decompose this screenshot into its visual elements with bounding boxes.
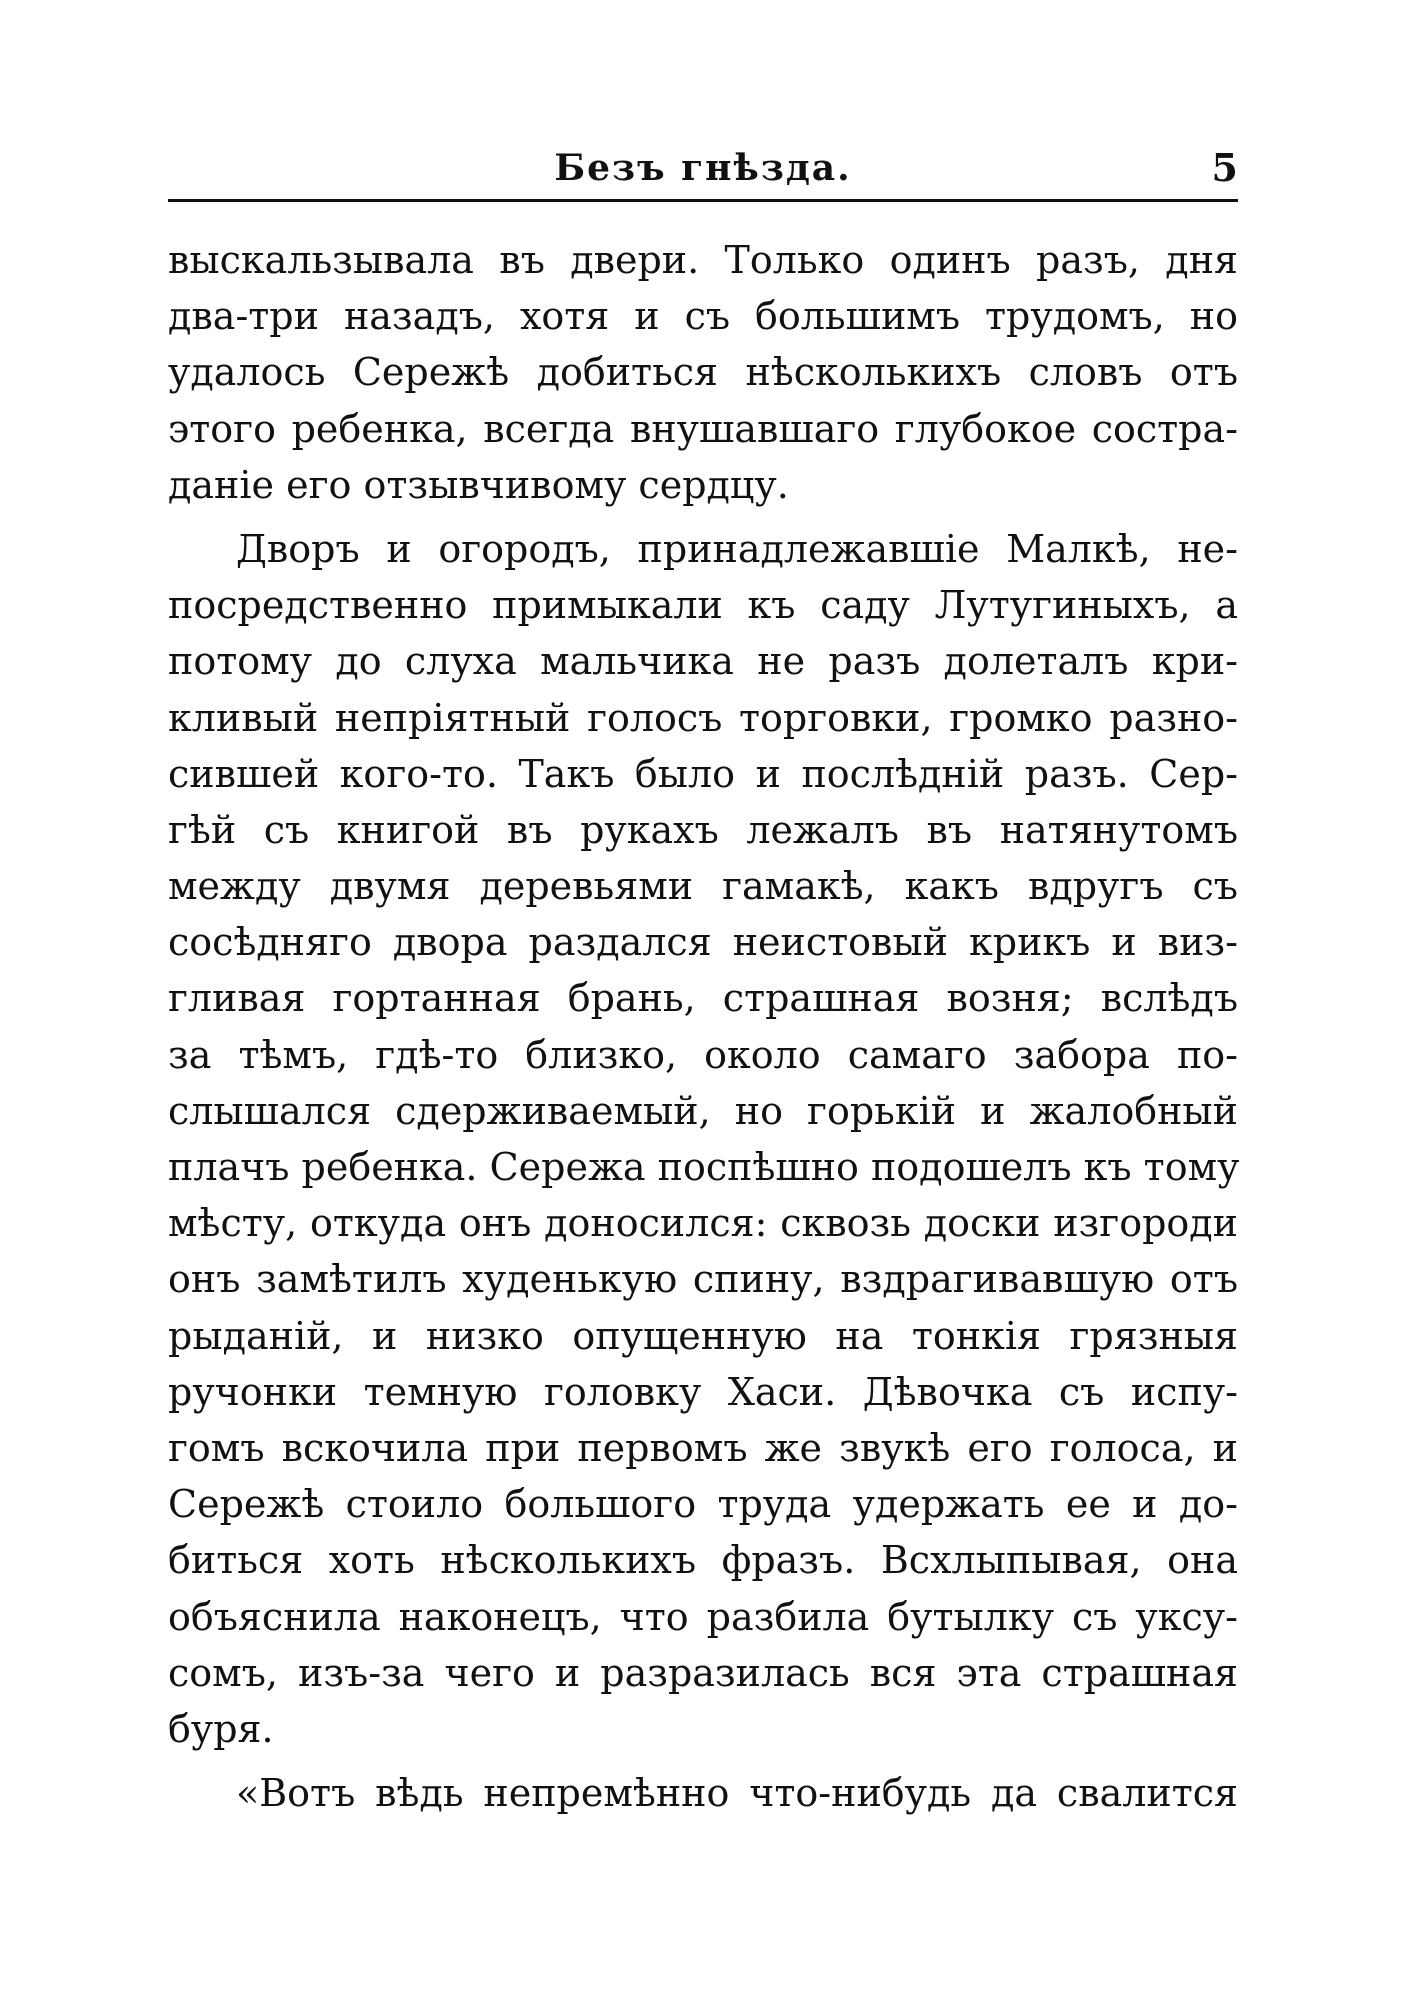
text-line: за тѣмъ, гдѣ-то близко, около самаго забора по- bbox=[168, 1032, 1238, 1077]
text-line: биться хоть нѣсколькихъ фразъ. Всхлыпывая, она bbox=[168, 1538, 1238, 1583]
body-text bbox=[168, 232, 1238, 1821]
paragraph-gap bbox=[168, 1757, 1238, 1765]
text-line: онъ замѣтилъ худенькую спину, вздрагивавшую отъ bbox=[168, 1257, 1238, 1302]
text-line: «Вотъ вѣдь непремѣнно что-нибудь да свалится bbox=[236, 1771, 1238, 1816]
text-line: даніе его отзывчивому сердцу. bbox=[168, 462, 789, 507]
text-line: буря. bbox=[168, 1706, 274, 1751]
text-line: посредственно примыкали къ саду Лутугиныхъ, а bbox=[168, 583, 1238, 628]
page-number: 5 bbox=[1211, 145, 1238, 190]
text-line: сившей кого-то. Такъ было и послѣдній разъ. Сер- bbox=[168, 751, 1238, 796]
text-line: гомъ вскочила при первомъ же звукѣ его голоса, и bbox=[168, 1425, 1238, 1470]
text-line: гѣй съ книгой въ рукахъ лежалъ въ натянутомъ bbox=[168, 807, 1238, 852]
text-line: сомъ, изъ-за чего и разразилась вся эта страшная bbox=[168, 1650, 1238, 1695]
text-line: между двумя деревьями гамакѣ, какъ вдругъ съ bbox=[168, 864, 1238, 909]
text-line: объяснила наконецъ, что разбила бутылку съ уксу- bbox=[168, 1594, 1238, 1639]
running-head bbox=[168, 142, 1238, 202]
text-line: сосѣдняго двора раздался неистовый крикъ и виз- bbox=[168, 920, 1238, 965]
text-line: кливый непріятный голосъ торговки, громко разно- bbox=[168, 695, 1238, 740]
header-rule bbox=[168, 199, 1238, 202]
text-line: гливая гортанная брань, страшная возня; вслѣдъ bbox=[168, 976, 1238, 1021]
text-line: два-три назадъ, хотя и съ большимъ трудомъ, но bbox=[168, 294, 1238, 339]
text-line: Дворъ и огородъ, принадлежавшіе Малкѣ, не- bbox=[236, 526, 1238, 571]
text-line: удалось Сережѣ добиться нѣсколькихъ словъ отъ bbox=[168, 350, 1238, 395]
text-line: потому до слуха мальчика не разъ долеталъ кри- bbox=[168, 639, 1238, 684]
text-line: мѣсту, откуда онъ доносился: сквозь доски изгороди bbox=[168, 1201, 1238, 1246]
running-title: Безъ гнѣзда. bbox=[554, 147, 852, 189]
text-line: плачъ ребенка. Сережа поспѣшно подошелъ къ тому bbox=[168, 1145, 1240, 1189]
text-line: слышался сдерживаемый, но горькій и жалобный bbox=[168, 1088, 1238, 1133]
text-line: выскальзывала въ двери. Только одинъ разъ, дня bbox=[168, 238, 1238, 282]
paragraph-gap bbox=[168, 513, 1238, 521]
text-line: Сережѣ стоило большого труда удержать ее и до- bbox=[168, 1482, 1238, 1527]
text-line: рыданій, и низко опущенную на тонкія грязныя bbox=[168, 1313, 1238, 1358]
text-line: ручонки темную головку Хаси. Дѣвочка съ испу- bbox=[168, 1369, 1238, 1414]
text-line: этого ребенка, всегда внушавшаго глубокое состра- bbox=[168, 406, 1238, 451]
